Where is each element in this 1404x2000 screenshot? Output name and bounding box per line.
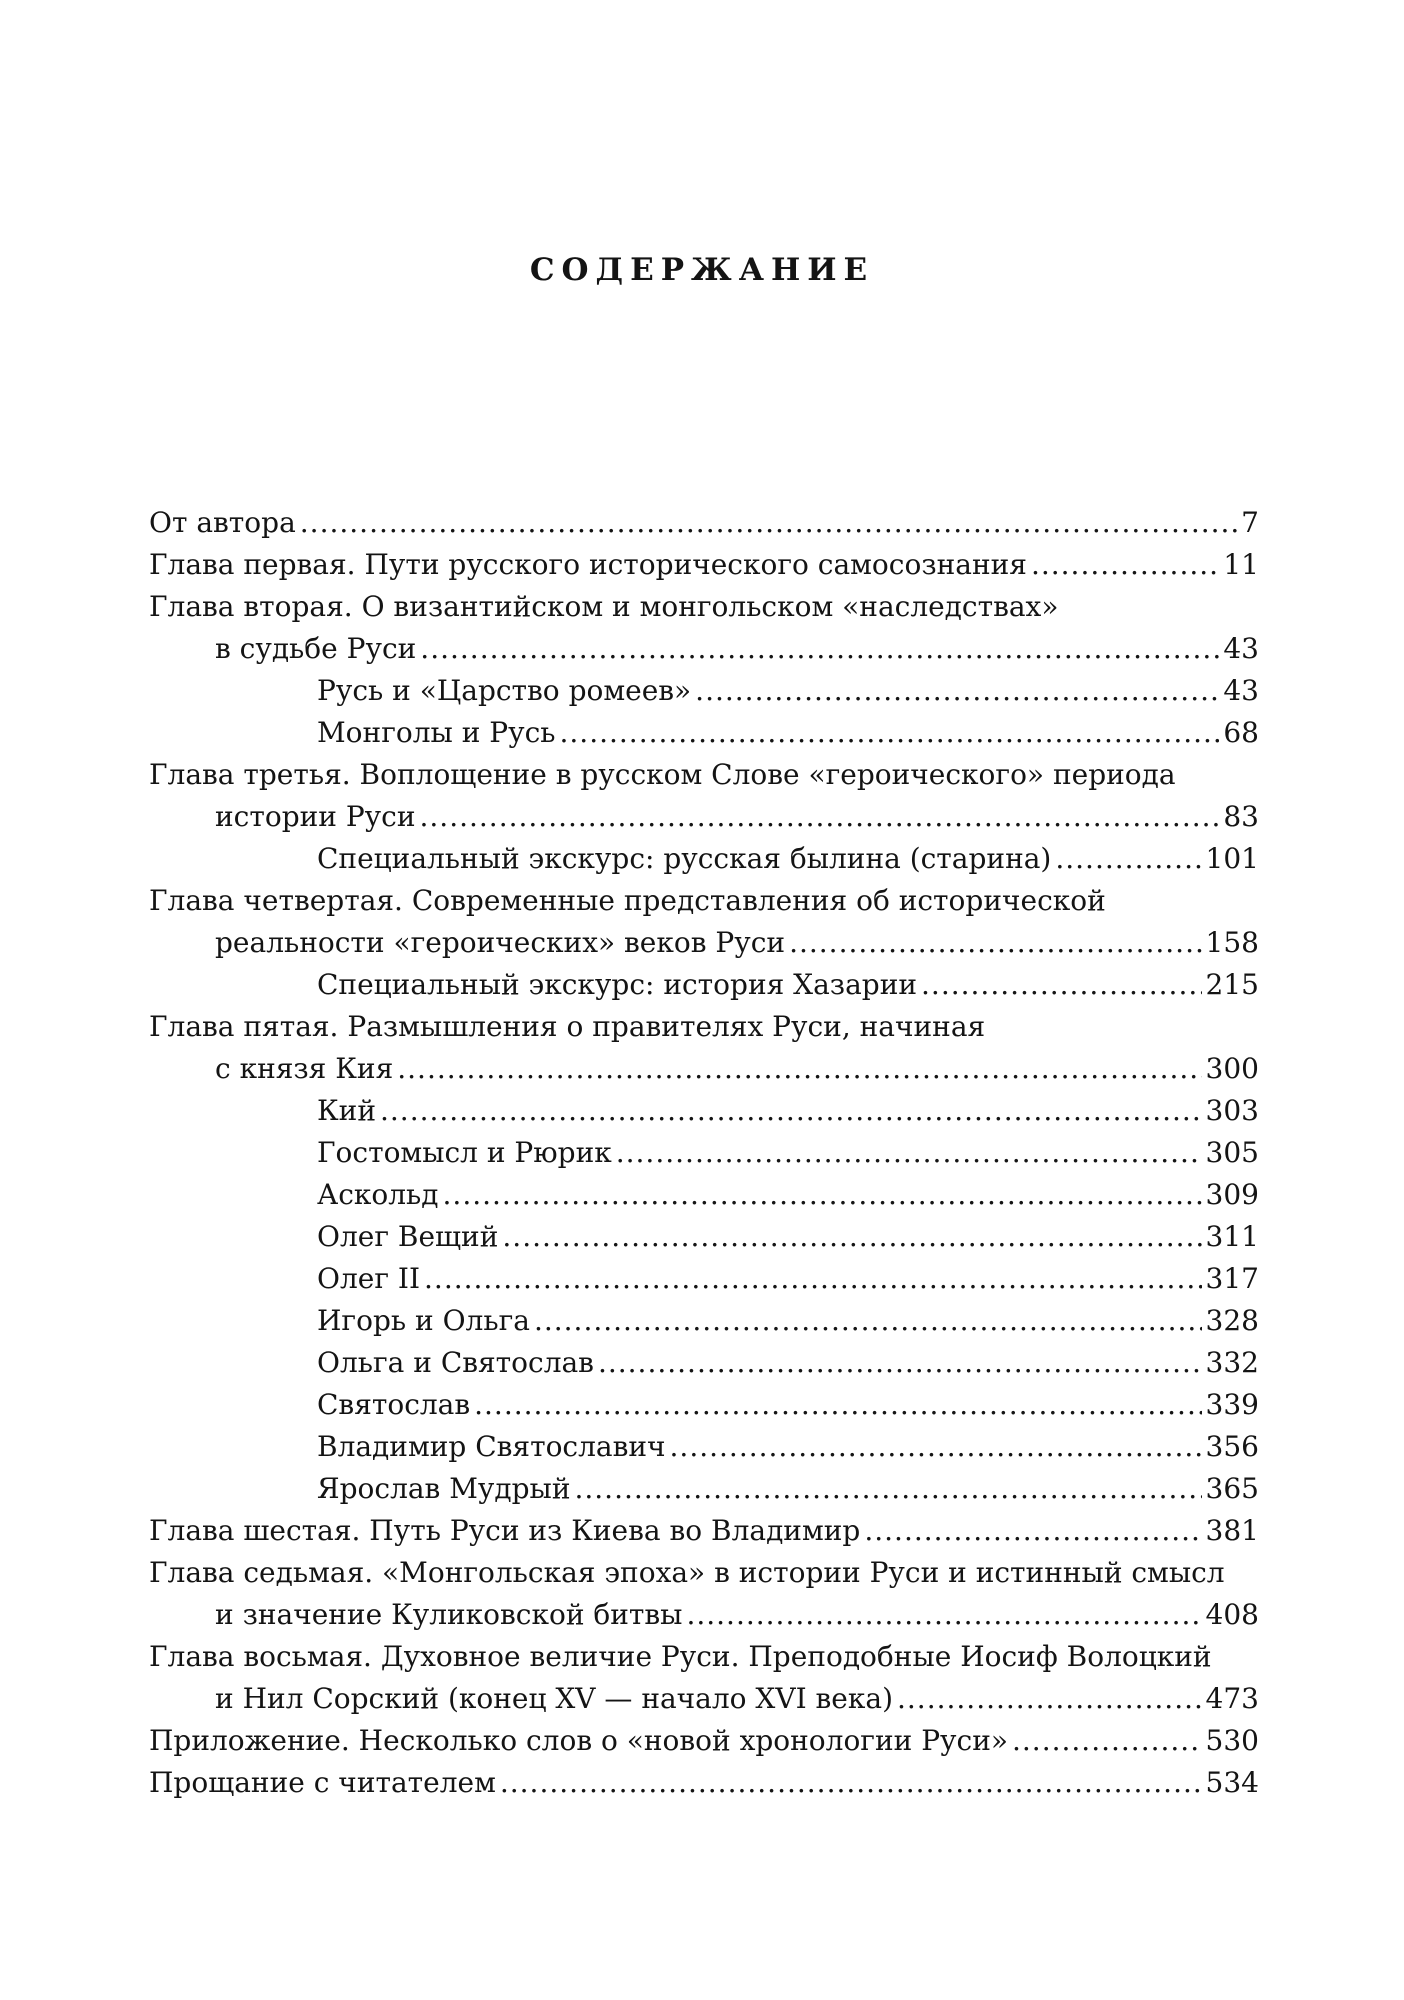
- dot-leader: [1031, 544, 1219, 586]
- toc-entry-title: Глава третья. Воплощение в русском Слове «героического» периода: [149, 758, 1176, 791]
- dot-leader: [598, 1342, 1202, 1384]
- toc-page-number: 365: [1205, 1472, 1259, 1505]
- toc-entry-title: Глава вторая. О византийском и монгольском «наследствах»: [149, 590, 1059, 623]
- toc-page-number: 43: [1223, 632, 1259, 665]
- toc-entry[interactable]: [149, 880, 1259, 922]
- toc-entry[interactable]: [149, 754, 1259, 796]
- toc-entry[interactable]: [149, 586, 1259, 628]
- toc-entry-title: истории Руси: [215, 800, 416, 833]
- toc-page-number: 215: [1205, 968, 1259, 1001]
- toc-entry-title: и Нил Сорский (конец XV — начало XVI века): [215, 1682, 893, 1715]
- toc-page-number: 305: [1205, 1136, 1259, 1169]
- toc-entry[interactable]: [149, 1258, 1259, 1300]
- toc-page-number: 534: [1205, 1766, 1259, 1799]
- toc-entry[interactable]: [149, 544, 1259, 586]
- toc-entry[interactable]: [149, 628, 1259, 670]
- toc-entry-title: Ярослав Мудрый: [317, 1472, 571, 1505]
- toc-entry-title: От автора: [149, 506, 296, 539]
- dot-leader: [864, 1510, 1201, 1552]
- toc-page-number: 68: [1223, 716, 1259, 749]
- toc-page-number: 339: [1205, 1388, 1259, 1421]
- toc-entry-title: с князя Кия: [215, 1052, 394, 1085]
- toc-entry-title: в судьбе Руси: [215, 632, 417, 665]
- toc-entry[interactable]: [149, 1174, 1259, 1216]
- toc-entry[interactable]: [149, 1132, 1259, 1174]
- toc-page-number: 83: [1223, 800, 1259, 833]
- toc-entry[interactable]: [149, 1468, 1259, 1510]
- toc-entry-title: Кий: [317, 1094, 376, 1127]
- dot-leader: [789, 922, 1201, 964]
- toc-entry[interactable]: [149, 922, 1259, 964]
- toc-entry[interactable]: [149, 1510, 1259, 1552]
- toc-page-number: 303: [1205, 1094, 1259, 1127]
- toc-entry[interactable]: [149, 838, 1259, 880]
- toc-page-number: 101: [1205, 842, 1259, 875]
- toc-page-number: 158: [1205, 926, 1259, 959]
- toc-entry-title: Специальный экскурс: история Хазарии: [317, 968, 918, 1001]
- toc-entry-title: Глава восьмая. Духовное величие Руси. Преподобные Иосиф Волоцкий: [149, 1640, 1212, 1673]
- toc-page-number: 408: [1205, 1598, 1259, 1631]
- toc-page-number: 11: [1223, 548, 1259, 581]
- toc-entry[interactable]: [149, 1426, 1259, 1468]
- toc-entry-title: реальности «героических» веков Руси: [215, 926, 786, 959]
- toc-entry[interactable]: [149, 502, 1259, 544]
- toc-entry-title: Глава седьмая. «Монгольская эпоха» в истории Руси и истинный смысл: [149, 1556, 1225, 1589]
- toc-entry-title: и значение Куликовской битвы: [215, 1598, 683, 1631]
- toc-page-number: 332: [1205, 1346, 1259, 1379]
- dot-leader: [300, 502, 1237, 544]
- toc-entry[interactable]: [149, 1342, 1259, 1384]
- toc-page-number: 317: [1205, 1262, 1259, 1295]
- toc-entry[interactable]: [149, 1552, 1259, 1594]
- toc-entry-title: Игорь и Ольга: [317, 1304, 530, 1337]
- dot-leader: [1055, 838, 1201, 880]
- toc-entry-title: Олег Вещий: [317, 1220, 499, 1253]
- dot-leader: [670, 1426, 1202, 1468]
- dot-leader: [424, 1258, 1202, 1300]
- toc-entry[interactable]: [149, 712, 1259, 754]
- toc-entry-title: Ольга и Святослав: [317, 1346, 594, 1379]
- dot-leader: [1012, 1720, 1202, 1762]
- toc-page-number: 300: [1205, 1052, 1259, 1085]
- toc-entry-title: Глава четвертая. Современные представления об исторической: [149, 884, 1106, 917]
- dot-leader: [380, 1090, 1202, 1132]
- toc-page-number: 311: [1205, 1220, 1259, 1253]
- toc-entry[interactable]: [149, 1762, 1259, 1804]
- toc-page-number: 7: [1241, 506, 1259, 539]
- toc-entry[interactable]: [149, 670, 1259, 712]
- toc-entry[interactable]: [149, 796, 1259, 838]
- toc-entry[interactable]: [149, 1216, 1259, 1258]
- toc-entry-title: Глава первая. Пути русского исторического самосознания: [149, 548, 1027, 581]
- toc-entry[interactable]: [149, 1048, 1259, 1090]
- toc-entry-title: Владимир Святославич: [317, 1430, 666, 1463]
- dot-leader: [616, 1132, 1202, 1174]
- dot-leader: [420, 796, 1220, 838]
- toc-entry[interactable]: [149, 1300, 1259, 1342]
- dot-leader: [502, 1216, 1201, 1258]
- toc-entry[interactable]: [149, 1636, 1259, 1678]
- toc-entry-title: Специальный экскурс: русская былина (старина): [317, 842, 1052, 875]
- toc-page-number: 43: [1223, 674, 1259, 707]
- toc-page-number: 381: [1205, 1514, 1259, 1547]
- toc-entry[interactable]: [149, 1720, 1259, 1762]
- toc-entry[interactable]: [149, 1006, 1259, 1048]
- toc-entry-title: Олег II: [317, 1262, 421, 1295]
- toc-entry[interactable]: [149, 1594, 1259, 1636]
- toc-page-number: 328: [1205, 1304, 1259, 1337]
- toc-page-number: 309: [1205, 1178, 1259, 1211]
- toc-entry-title: Монголы и Русь: [317, 716, 556, 749]
- dot-leader: [500, 1762, 1202, 1804]
- dot-leader: [921, 964, 1202, 1006]
- toc-entry[interactable]: [149, 964, 1259, 1006]
- dot-leader: [560, 712, 1220, 754]
- table-of-contents: [149, 502, 1259, 1804]
- dot-leader: [443, 1174, 1202, 1216]
- toc-entry-title: Гостомысл и Рюрик: [317, 1136, 612, 1169]
- page-title: СОДЕРЖАНИЕ: [529, 252, 875, 288]
- dot-leader: [686, 1594, 1201, 1636]
- toc-entry-title: Святослав: [317, 1388, 471, 1421]
- toc-entry[interactable]: [149, 1090, 1259, 1132]
- dot-leader: [695, 670, 1219, 712]
- toc-entry-title: Глава пятая. Размышления о правителях Руси, начиная: [149, 1010, 986, 1043]
- toc-page-number: 530: [1205, 1724, 1259, 1757]
- dot-leader: [897, 1678, 1202, 1720]
- toc-entry-title: Приложение. Несколько слов о «новой хронологии Руси»: [149, 1724, 1008, 1757]
- toc-entry-title: Аскольд: [317, 1178, 439, 1211]
- toc-entry-title: Русь и «Царство ромеев»: [317, 674, 692, 707]
- dot-leader: [574, 1468, 1201, 1510]
- dot-leader: [534, 1300, 1202, 1342]
- dot-leader: [420, 628, 1219, 670]
- toc-entry[interactable]: [149, 1384, 1259, 1426]
- toc-entry-title: Глава шестая. Путь Руси из Киева во Владимир: [149, 1514, 861, 1547]
- toc-page-number: 473: [1205, 1682, 1259, 1715]
- toc-page-number: 356: [1205, 1430, 1259, 1463]
- dot-leader: [397, 1048, 1201, 1090]
- dot-leader: [474, 1384, 1201, 1426]
- toc-entry-title: Прощание с читателем: [149, 1766, 496, 1799]
- toc-entry[interactable]: [149, 1678, 1259, 1720]
